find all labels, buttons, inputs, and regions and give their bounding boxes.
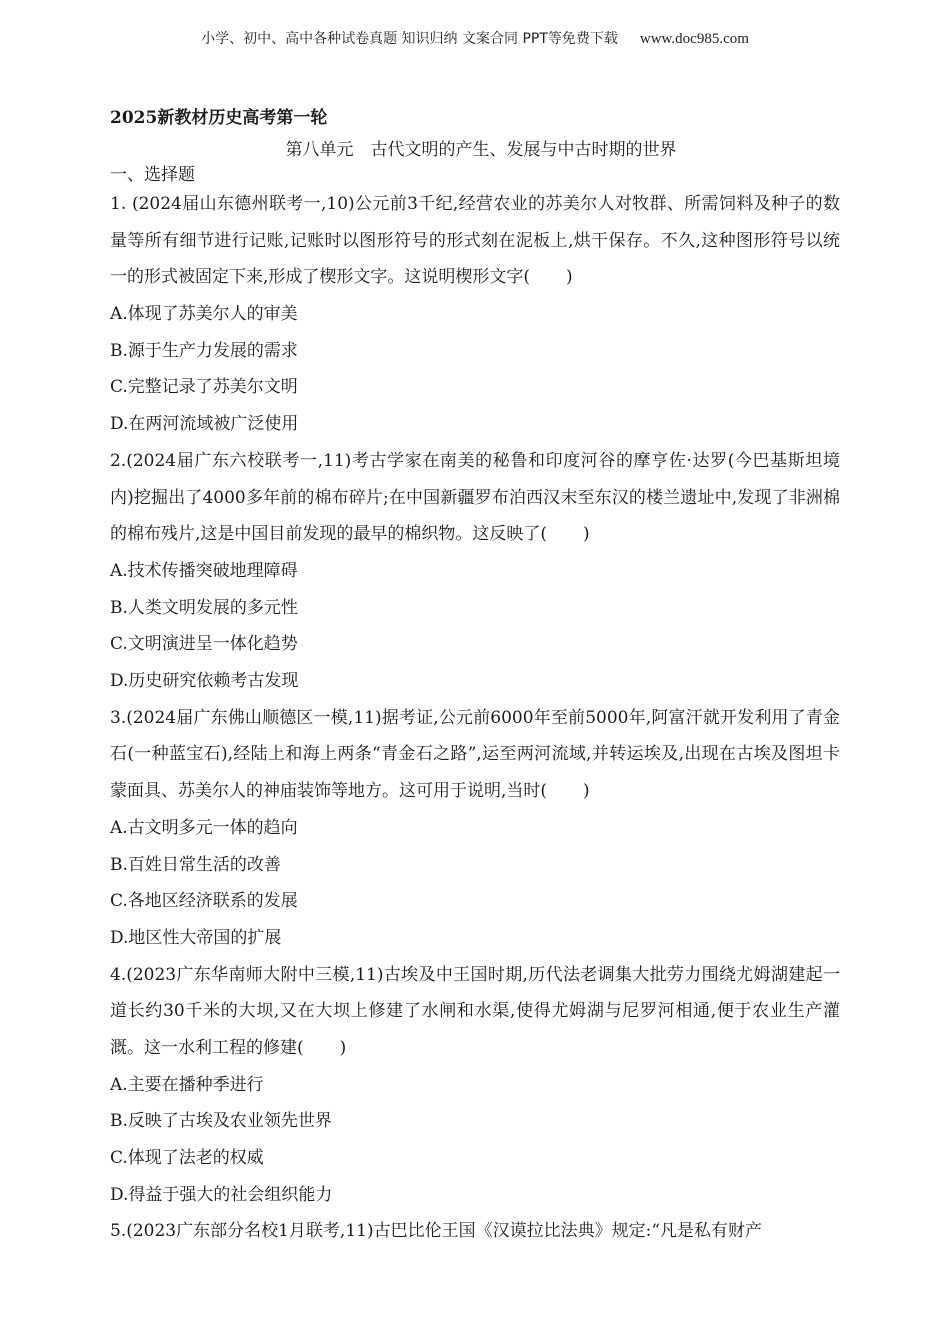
option: C.文明演进呈一体化趋势 (110, 634, 298, 655)
option: B.人类文明发展的多元性 (110, 597, 298, 618)
page-header (0, 28, 950, 48)
question-4 (110, 957, 840, 1214)
question-3 (110, 700, 840, 957)
option: B.百姓日常生活的改善 (110, 854, 281, 875)
option: A.古文明多元一体的趋向 (110, 817, 298, 838)
option: A.主要在播种季进行 (110, 1074, 264, 1095)
option: B.反映了古埃及农业领先世界 (110, 1111, 332, 1132)
option: D.地区性大帝国的扩展 (110, 927, 282, 948)
question-stem: 3.(2024届广东佛山顺德区一模,11)据考证,公元前6000年至前5000年,阿富汗就开发利用了青金石(一种蓝宝石),经陆上和海上两条“青金石之路”,运至两河流域,并转运埃及,出现在古埃及图坦卡蒙面具、苏美尔人的神庙装饰等地方。这可用于说明,当时( ) (110, 707, 840, 802)
option: D.得益于强大的社会组织能力 (110, 1184, 333, 1205)
header-text: 小学、初中、高中各种试卷真题 知识归纳 文案合同 PPT等免费下载 (201, 31, 618, 47)
question-stem: 2.(2024届广东六校联考一,11)考古学家在南美的秘鲁和印度河谷的摩亨佐·达罗(今巴基斯坦境内)挖掘出了4000多年前的棉布碎片;在中国新疆罗布泊西汉末至东汉的楼兰遗址中,发现了非洲棉的棉布残片,这是中国目前发现的最早的棉织物。这反映了( ) (110, 450, 840, 545)
document-body (110, 100, 840, 1250)
option: A.技术传播突破地理障碍 (110, 560, 298, 581)
doc-title: 2025新教材历史高考第一轮 (110, 108, 328, 128)
option: D.历史研究依赖考古发现 (110, 671, 299, 692)
question-1 (110, 186, 840, 443)
option: B.源于生产力发展的需求 (110, 340, 298, 361)
unit-title: 第八单元 古代文明的产生、发展与中古时期的世界 (285, 140, 677, 160)
header-url[interactable]: www.doc985.com (639, 31, 749, 47)
section-title: 一、选择题 (110, 165, 195, 185)
option: C.各地区经济联系的发展 (110, 891, 298, 912)
option: C.完整记录了苏美尔文明 (110, 377, 298, 398)
option: A.体现了苏美尔人的审美 (110, 304, 298, 325)
question-stem: 5.(2023广东部分名校1月联考,11)古巴比伦王国《汉谟拉比法典》规定:“凡是私有财产 (110, 1221, 763, 1242)
option: C.体现了法老的权威 (110, 1148, 264, 1169)
question-stem: 4.(2023广东华南师大附中三模,11)古埃及中王国时期,历代法老调集大批劳力围绕尤姆湖建起一道长约30千米的大坝,又在大坝上修建了水闸和水渠,使得尤姆湖与尼罗河相通,便于农业生产灌溉。这一水利工程的修建( ) (110, 964, 840, 1058)
option: D.在两河流域被广泛使用 (110, 414, 299, 435)
question-stem: 1. (2024届山东德州联考一,10)公元前3千纪,经营农业的苏美尔人对牧群、所需饲料及种子的数量等所有细节进行记账,记账时以图形符号的形式刻在泥板上,烘干保存。不久,这种图形符号以统一的形式被固定下来,形成了楔形文字。这说明楔形文字( ) (110, 194, 840, 288)
question-2 (110, 443, 840, 700)
question-5 (110, 1213, 840, 1250)
